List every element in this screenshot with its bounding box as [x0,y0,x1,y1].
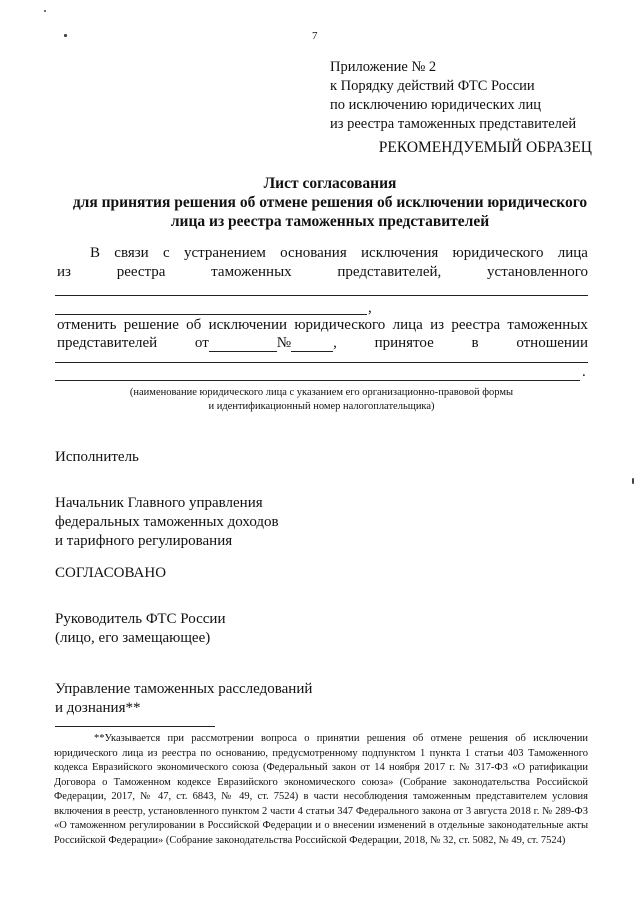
fill-in-line [55,295,588,296]
scan-speck [44,10,46,12]
footnote-text: **Указывается при рассмотрении вопроса о принятии решения об отмене решения об исключении юридического лица из реестра по основанию, предусмотренному подпунктом 1 пункта 1 статьи 403 Таможенного кодекса Евразийского экономического союза (Федеральный закон от 14 ноября 2017 г. № 317-ФЗ «О ратификации Договора о Таможенном кодексе Евразийского экономического союза» (Собрание законодательства Российской Федерации, 2017, № 47, ст. 6843, № 49, ст. 7524) в части несоблюдения таможенным представителем условия включения в реестр, установленного пунктом 2 части 4 статьи 347 Федерального закона от 3 августа 2018 г. № 289-ФЗ «О таможенном регулировании в Российской Федерации и о внесении изменений в отдельные законодательные акты Российской Федерации» (Собрание законодательства Российской Федерации, 2018, № 32, ст. 5082, № 49, ст. 7524) [54,733,588,846]
word: принятое [374,335,434,351]
word: № [276,335,292,351]
note-line: (наименование юридического лица с указанием его организационно-правовой формы [129,387,514,398]
agreed-label: СОГЛАСОВАНО [55,565,167,581]
legal-entity-name-note [55,386,588,414]
word: решение [123,317,179,333]
paragraph-row-2 [57,264,588,281]
footnote-separator [55,726,215,727]
word: от [194,335,209,351]
appendix-header [330,58,576,134]
investigations-block [55,680,312,718]
word: с [162,245,170,261]
title-line: лица из реестра таможенных представителей [170,213,490,230]
comma: , [368,300,372,316]
fts-head-line: (лицо, его замещающее) [55,630,211,646]
paragraph-row-3 [57,317,588,334]
word: основания [280,245,347,261]
date-field [195,335,337,352]
word: об [186,317,202,333]
word: устранением [183,245,266,261]
fts-head-line: Руководитель ФТС России [55,611,226,627]
word: , [333,335,337,351]
scan-speck [632,478,634,484]
fill-in-line [55,314,367,315]
word: таможенных [211,264,292,280]
paragraph-row-4 [57,335,588,352]
date-blank [209,337,277,352]
head-line: и тарифного регулирования [55,533,233,549]
word: юридического [294,317,386,333]
word: представителей [57,335,158,351]
word: из [430,317,445,333]
word: реестра [116,264,166,280]
head-line: Начальник Главного управления [55,495,263,511]
head-of-department-block [55,494,279,551]
word: лица [557,245,588,261]
scan-speck [64,34,67,37]
executor-label: Исполнитель [55,449,139,465]
word: исключении [208,317,288,333]
period: . [582,364,586,380]
word: таможенных [507,317,588,333]
investigations-line: и дознания** [55,700,141,716]
appendix-line: Приложение № 2 [330,59,437,75]
fill-in-line [55,362,588,363]
word: юридического [452,245,544,261]
appendix-line: по исключению юридических лиц [330,97,542,113]
word: в [471,335,479,351]
head-line: федеральных таможенных доходов [55,514,279,530]
page-number: 7 [312,30,318,42]
recommended-sample-label: РЕКОМЕНДУЕМЫЙ ОБРАЗЕЦ [378,139,592,156]
word: исключения [361,245,439,261]
word: связи [114,245,149,261]
note-line: и идентификационный номер налогоплательщика) [208,401,435,412]
appendix-line: к Порядку действий ФТС России [330,78,535,94]
investigations-line: Управление таможенных расследований [55,681,313,697]
word: лица [392,317,423,333]
title-line: для принятия решения об отмене решения об исключении юридического [72,194,588,211]
word: отменить [57,317,117,333]
word: из [57,264,71,280]
word: реестра [451,317,501,333]
word: представителей, [337,264,442,280]
document-title [40,174,620,231]
title-line: Лист согласования [263,175,397,192]
word: отношении [516,335,588,351]
number-blank [291,337,333,352]
appendix-line: из реестра таможенных представителей [330,116,577,132]
word: В [90,245,101,261]
word: установленного [487,264,588,280]
fts-head-block [55,610,225,648]
paragraph-row-1 [90,245,588,262]
fill-in-line [55,380,580,381]
